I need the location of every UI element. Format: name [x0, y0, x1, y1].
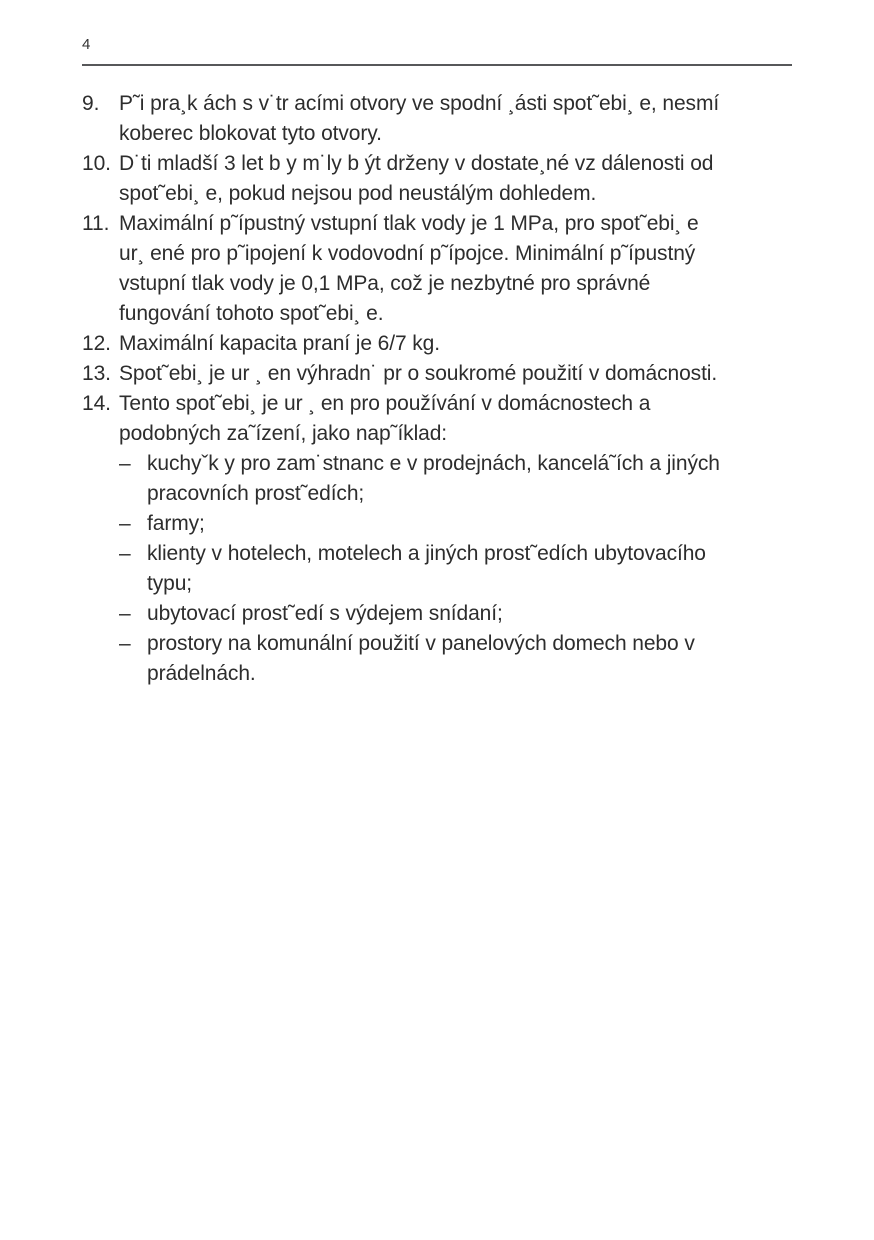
list-item-number: 10. [82, 152, 111, 175]
list-item-13 [82, 359, 796, 389]
list-item-9 [82, 89, 796, 149]
sub-list-item-farms [119, 509, 796, 539]
text-line: pracovních prost˜edích; [147, 482, 365, 505]
dash-marker: – [119, 452, 131, 475]
text-line: vstupní tlak vody je 0,1 MPa, což je nezbytné pro správné [119, 272, 651, 295]
page-number: 4 [82, 36, 91, 53]
list-item-10 [82, 149, 796, 209]
dash-marker: – [119, 632, 131, 655]
text-line: farmy; [147, 512, 205, 535]
list-item-text [119, 329, 796, 359]
text-line: typu; [147, 572, 193, 595]
list-item-text [119, 209, 796, 329]
text-line: ubytovací prost˜edí s výdejem snídaní; [147, 602, 503, 625]
text-line: ur¸ ené pro p˜ipojení k vodovodní p˜ípojce. Minimální p˜ípustný [119, 242, 696, 265]
list-item-11 [82, 209, 796, 329]
list-item-number: 9. [82, 92, 100, 115]
sub-list-item-text [147, 449, 796, 509]
list-item-text [119, 359, 796, 389]
list-item-number: 12. [82, 332, 111, 355]
sub-list-item-text [147, 539, 796, 599]
text-line: prostory na komunální použití v panelových domech nebo v [147, 632, 695, 655]
sub-list-item-kitchens [119, 449, 796, 509]
text-line: Maximální p˜ípustný vstupní tlak vody je 1 MPa, pro spot˜ebi¸ e [119, 212, 699, 235]
sub-list-item-text [147, 599, 796, 629]
dash-marker: – [119, 512, 131, 535]
text-line: Tento spot˜ebi¸ je ur ¸ en pro používání v domácnostech a [119, 392, 651, 415]
list-item-text [119, 89, 796, 149]
text-line: P˜i pra¸k ách s v˙tr acími otvory ve spodní ¸ásti spot˜ebi¸ e, nesmí [119, 92, 720, 115]
text-line: spot˜ebi¸ e, pokud nejsou pod neustálým dohledem. [119, 182, 597, 205]
text-line: Spot˜ebi¸ je ur ¸ en výhradn˙ pr o soukromé použití v domácnosti. [119, 362, 718, 385]
dash-marker: – [119, 542, 131, 565]
text-line: prádelnách. [147, 662, 256, 685]
list-item-text [119, 149, 796, 209]
sub-list-item-text [147, 629, 796, 689]
header-rule [82, 64, 792, 66]
list-item-number: 13. [82, 362, 111, 385]
text-line: kuchyˇk y pro zam˙stnanc e v prodejnách, kancelá˜ích a jiných [147, 452, 720, 475]
dash-marker: – [119, 602, 131, 625]
text-line: klienty v hotelech, motelech a jiných prost˜edích ubytovacího [147, 542, 706, 565]
list-item-number: 11. [82, 212, 110, 235]
sub-list-item-hotels [119, 539, 796, 599]
sub-list-item-communal [119, 629, 796, 689]
text-line: koberec blokovat tyto otvory. [119, 122, 382, 145]
list-item-text [119, 389, 796, 689]
sub-list-item-text [147, 509, 796, 539]
list-item-12 [82, 329, 796, 359]
sub-list-item-bed-and-breakfast [119, 599, 796, 629]
text-line: fungování tohoto spot˜ebi¸ e. [119, 302, 384, 325]
list-item-14 [82, 389, 796, 689]
instructions-list [82, 89, 796, 689]
text-line: podobných za˜ízení, jako nap˜íklad: [119, 422, 448, 445]
text-line: D˙ti mladší 3 let b y m˙ly b ýt drženy v dostate¸né vz dálenosti od [119, 152, 714, 175]
list-item-number: 14. [82, 392, 111, 415]
text-line: Maximální kapacita praní je 6/7 kg. [119, 332, 440, 355]
